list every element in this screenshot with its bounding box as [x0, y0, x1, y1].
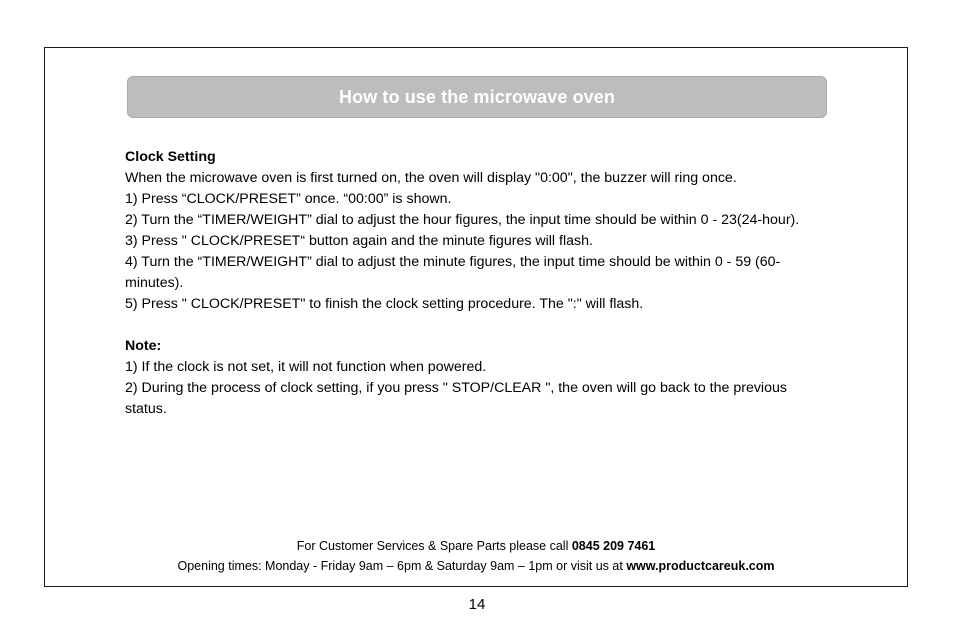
footer-line2-text: Opening times: Monday - Friday 9am – 6pm & Saturday 9am – 1pm or visit us at [177, 559, 627, 573]
note-item: 2) During the process of clock setting, if you press " STOP/CLEAR ", the oven will go back to the previous status. [125, 380, 787, 417]
paragraph-spacer [125, 315, 825, 336]
clock-setting-intro: When the microwave oven is first turned on, the oven will display "0:00", the buzzer will ring once. [125, 170, 737, 186]
clock-step: 1) Press “CLOCK/PRESET” once. “00:00” is shown. [125, 191, 452, 207]
instructions-content [125, 147, 825, 420]
clock-step: 3) Press " CLOCK/PRESET“ button again and the minute figures will flash. [125, 233, 593, 249]
clock-step: 2) Turn the “TIMER/WEIGHT” dial to adjust the hour figures, the input time should be within 0 - 23(24-hour). [125, 212, 800, 228]
footer-opening-times [44, 556, 908, 576]
footer-phone-number: 0845 209 7461 [571, 539, 656, 553]
note-item: 1) If the clock is not set, it will not function when powered. [125, 359, 487, 375]
footer-line1-text: For Customer Services & Spare Parts please call [296, 539, 572, 553]
page-number: 14 [468, 596, 486, 613]
note-heading: Note: [125, 338, 162, 354]
clock-step: 4) Turn the “TIMER/WEIGHT” dial to adjust the minute figures, the input time should be within 0 - 59 (60-minutes). [125, 254, 781, 291]
clock-setting-heading: Clock Setting [125, 149, 216, 165]
footer-customer-services [44, 536, 908, 556]
section-banner [127, 76, 827, 118]
banner-title: How to use the microwave oven [339, 86, 615, 107]
footer-website-link[interactable]: www.productcareuk.com [626, 559, 775, 573]
clock-step: 5) Press " CLOCK/PRESET" to finish the clock setting procedure. The ":" will flash. [125, 296, 644, 312]
